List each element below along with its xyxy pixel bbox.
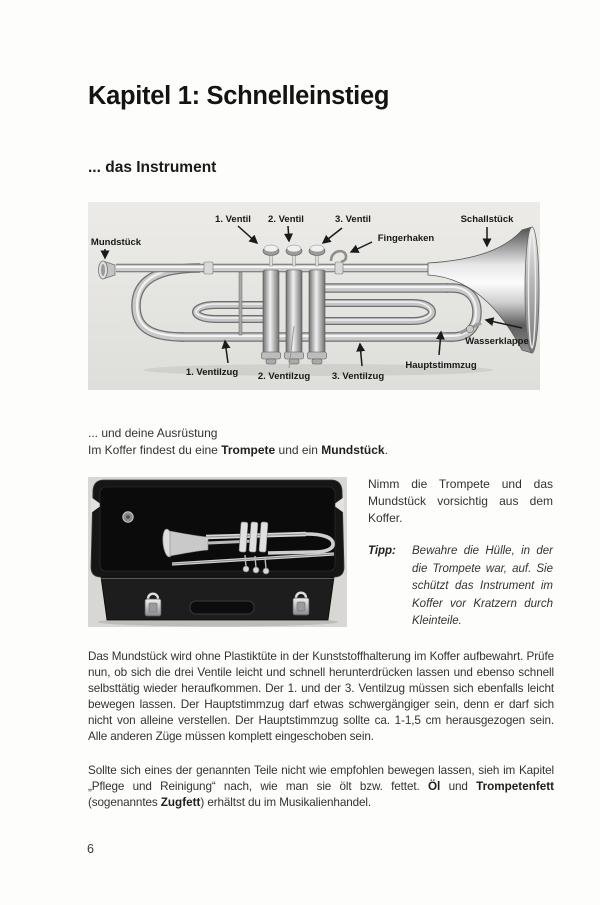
equipment-text: . <box>384 443 388 457</box>
trumpet-case-photo <box>88 477 347 627</box>
equipment-heading: ... und deine Ausrüstung <box>88 426 218 440</box>
label-fingerhaken: Fingerhaken <box>377 233 435 244</box>
trumpet-valve-buttons <box>263 245 325 266</box>
trumpet-slide-tube <box>316 287 448 288</box>
equipment-text: und ein <box>275 443 322 457</box>
equipment-bold-mundstueck: Mundstück <box>321 443 385 457</box>
trumpet-diagram-photo <box>88 202 540 390</box>
body-bold-trompetenfett: Trompetenfett <box>476 780 555 793</box>
label-mundstueck: Mundstück <box>90 237 142 248</box>
aside-column <box>368 476 553 631</box>
aside-paragraph: Nimm die Trompete und das Mundstück vorsichtig aus dem Koffer. <box>368 477 553 525</box>
tip-text: Bewahre die Hülle, in der die Trompete war, auf. Sie schützt das Instrument im Koffer vor Kratzern durch Kleinteile. <box>412 545 553 627</box>
equipment-line <box>88 442 554 458</box>
label-wasserklappe: Wasserklappe <box>465 336 529 347</box>
arrow-ventil2 <box>288 226 289 241</box>
label-ventil1: 1. Ventil <box>215 214 251 225</box>
label-ventilzug2: 2. Ventilzug <box>257 371 311 382</box>
label-ventil3: 3. Ventil <box>335 214 371 225</box>
trumpet-brace <box>239 272 242 335</box>
tip-block <box>368 543 553 631</box>
body-paragraph-2-text: ) erhältst du im Musikalienhandel. <box>200 796 372 809</box>
body-paragraph-2 <box>88 763 554 811</box>
label-ventil2: 2. Ventil <box>268 214 304 225</box>
trumpet-leadpipe <box>116 262 450 274</box>
section-title: ... das Instrument <box>88 159 217 176</box>
label-hauptstimmzug: Hauptstimmzug <box>405 360 477 371</box>
label-ventilzug1: 1. Ventilzug <box>185 367 239 378</box>
body-paragraph-2-text: Sollte sich eines der genannten Teile nicht wie empfohlen bewegen lassen, sieh im Kapitel „Pflege und Reinigung“ nach, wie man sie ölt bzw. fettet. <box>88 764 554 793</box>
body-paragraph-2-text: (sogenanntes <box>88 796 161 809</box>
case-knob-center <box>126 515 130 519</box>
body-bold-zugfett: Zugfett <box>160 796 201 809</box>
equipment-text: Im Koffer findest du eine <box>88 443 222 457</box>
tip-label: Tipp: <box>368 545 396 557</box>
equipment-bold-trompete: Trompete <box>221 443 276 457</box>
label-schallstueck: Schallstück <box>460 214 514 225</box>
page-number: 6 <box>87 842 94 856</box>
body-paragraph-1: Das Mundstück wird ohne Plastiktüte in der Kunststoffhalterung im Koffer aufbewahrt. Prüfe nun, ob sich die drei Ventile leicht und schnell herunterdrücken lassen und ebenso schnell selbsttätig wieder heraufkommen. Der 1. und der 3. Ventilzug müssen sich ebenfalls leicht bewegen lassen. Der Hauptstimmzug darf etwas schwergängiger sein, denn er darf sich nicht von alleine verstellen. Der Hauptstimmzug sollte ca. 1-1,5 cm herausgezogen sein. Alle anderen Züge müssen komplett eingeschoben sein. <box>88 650 554 743</box>
label-ventilzug3: 3. Ventilzug <box>331 371 385 382</box>
trumpet-valve-casings <box>262 270 327 364</box>
body-bold-oel: Öl <box>427 780 441 793</box>
body-paragraph-2-text: und <box>440 780 477 793</box>
chapter-title: Kapitel 1: Schnelleinstieg <box>88 82 390 110</box>
case-handle <box>190 601 254 614</box>
